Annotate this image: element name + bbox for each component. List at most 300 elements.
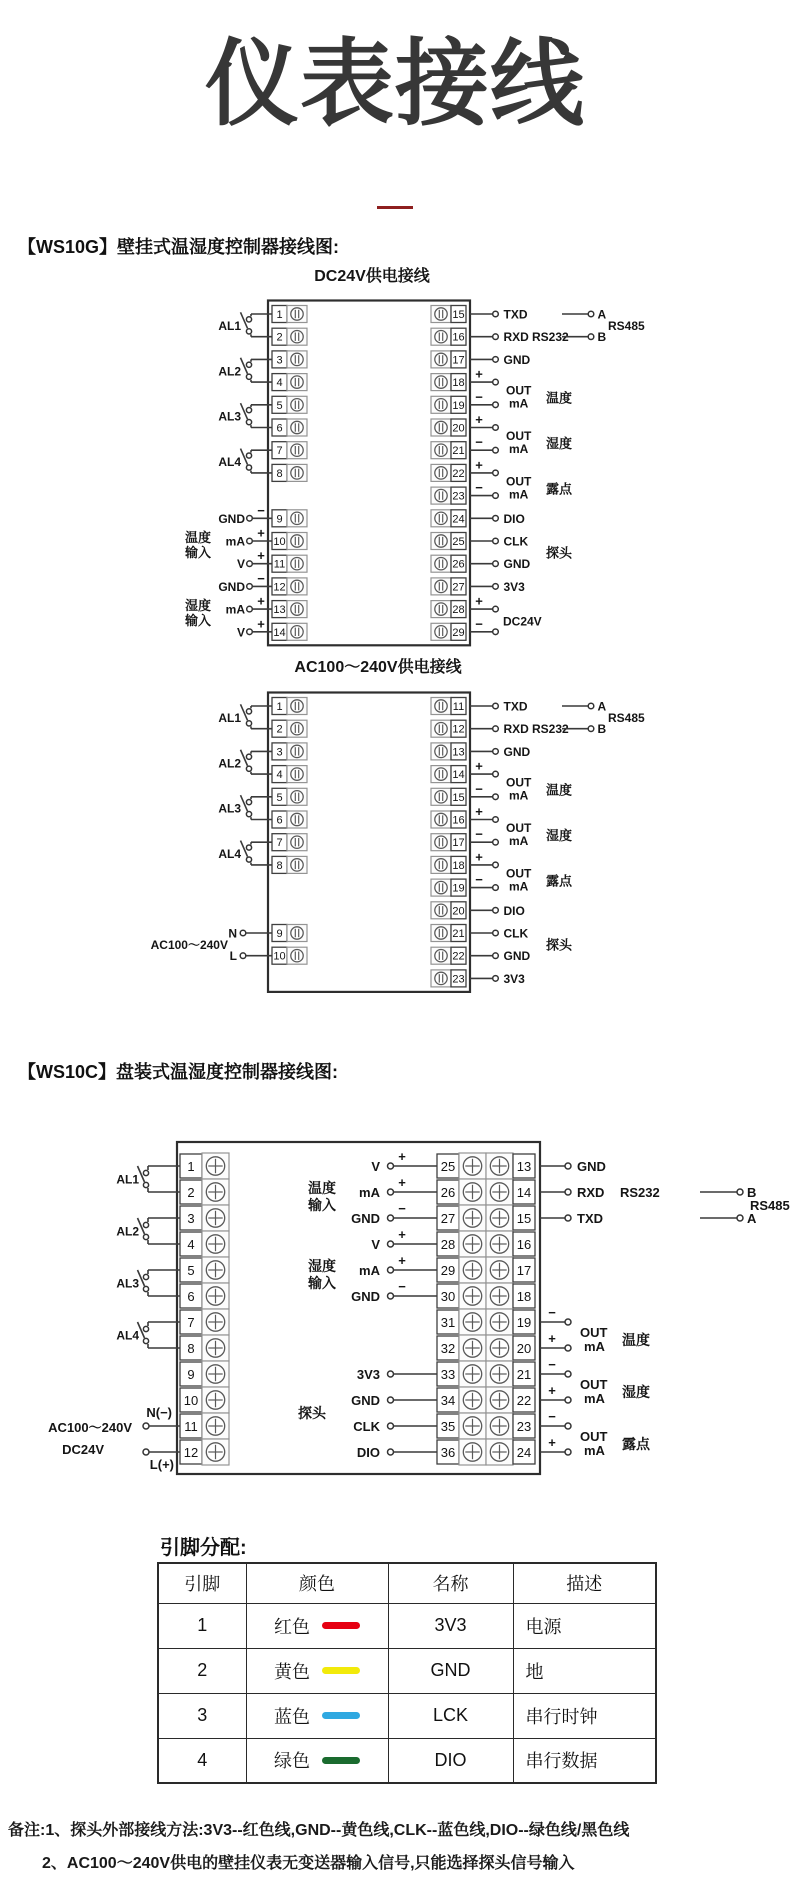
out-label: OUT bbox=[506, 866, 532, 881]
terminal-number: 30 bbox=[440, 1288, 456, 1304]
terminal-number: 5 bbox=[276, 399, 283, 412]
screw-icon bbox=[291, 626, 303, 638]
connection-point bbox=[493, 629, 499, 635]
polarity-sign: + bbox=[398, 1253, 406, 1268]
screw-icon bbox=[435, 603, 447, 615]
ma-label: mA bbox=[509, 879, 529, 894]
terminal-number: 20 bbox=[452, 905, 465, 918]
terminal-number: 7 bbox=[276, 837, 283, 850]
screw-icon bbox=[291, 603, 303, 615]
terminal-number: 13 bbox=[273, 604, 286, 617]
ma-label: mA bbox=[509, 487, 529, 502]
screw-icon bbox=[291, 376, 303, 388]
switch-contact bbox=[246, 408, 251, 413]
terminal-number: 11 bbox=[273, 558, 286, 571]
screw-icon bbox=[435, 535, 447, 547]
terminal-number: 2 bbox=[276, 723, 283, 736]
connection-point bbox=[493, 516, 499, 522]
signal-label: TXD bbox=[577, 1211, 603, 1226]
signal-label: V bbox=[236, 625, 245, 640]
switch-contact bbox=[246, 754, 251, 759]
terminal-number: 1 bbox=[187, 1158, 195, 1174]
terminal-number: 13 bbox=[516, 1158, 532, 1174]
signal-label: GND bbox=[503, 352, 531, 367]
terminal-number: 25 bbox=[452, 536, 465, 548]
connection-point bbox=[388, 1215, 394, 1221]
rs485-line-label: A bbox=[597, 307, 607, 322]
color-cell bbox=[246, 1738, 388, 1783]
alarm-label: AL4 bbox=[116, 1328, 139, 1343]
terminal-number: 34 bbox=[440, 1392, 456, 1408]
polarity-sign: + bbox=[257, 593, 265, 609]
signal-label: RXD bbox=[577, 1185, 605, 1200]
color-name: 蓝色 bbox=[274, 1706, 310, 1727]
terminal-number: 9 bbox=[276, 928, 283, 940]
rs485-line-label: A bbox=[747, 1211, 757, 1226]
connection-point bbox=[493, 703, 499, 709]
switch-contact bbox=[143, 1222, 148, 1227]
input-group-label: 温度 bbox=[184, 530, 212, 545]
switch-contact bbox=[246, 329, 251, 334]
connection-point bbox=[493, 425, 499, 431]
screw-icon bbox=[435, 353, 447, 365]
ma-label: mA bbox=[509, 396, 529, 411]
polarity-sign: − bbox=[475, 872, 483, 888]
connection-point bbox=[388, 1397, 394, 1403]
polarity-sign: + bbox=[257, 616, 265, 632]
signal-label: mA bbox=[359, 1263, 380, 1278]
connection-point bbox=[565, 1345, 571, 1351]
polarity-sign: + bbox=[548, 1383, 556, 1398]
connection-point bbox=[565, 1319, 571, 1325]
switch-contact bbox=[246, 420, 251, 425]
terminal-number: 10 bbox=[183, 1392, 199, 1408]
terminal-number: 6 bbox=[276, 814, 283, 827]
polarity-sign: + bbox=[548, 1331, 556, 1346]
connection-point bbox=[493, 538, 499, 544]
polarity-sign: + bbox=[475, 849, 483, 865]
signal-label: DIO bbox=[503, 903, 525, 918]
rs485-line-label: B bbox=[597, 722, 607, 737]
screw-icon bbox=[291, 558, 303, 570]
name-cell: 3V3 bbox=[388, 1603, 513, 1648]
input-group-label: 湿度 bbox=[308, 1258, 336, 1274]
out-label: OUT bbox=[580, 1325, 608, 1340]
col-header-color: 颜色 bbox=[246, 1563, 388, 1603]
terminal-number: 3 bbox=[276, 746, 283, 759]
screw-icon bbox=[291, 859, 303, 871]
signal-label: GND bbox=[218, 579, 245, 594]
pin-cell: 4 bbox=[158, 1738, 246, 1783]
terminal-number: 2 bbox=[187, 1184, 195, 1200]
switch-contact bbox=[246, 845, 251, 850]
connection-point bbox=[388, 1267, 394, 1273]
connection-point bbox=[493, 402, 499, 408]
table-row bbox=[158, 1648, 656, 1693]
diagram-ws10g-ac bbox=[0, 650, 790, 1005]
connection-point bbox=[565, 1371, 571, 1377]
terminal-number: 28 bbox=[440, 1236, 456, 1252]
connection-point bbox=[493, 606, 499, 612]
color-swatch bbox=[322, 1667, 360, 1674]
polarity-sign: − bbox=[398, 1279, 406, 1294]
polarity-sign: + bbox=[548, 1435, 556, 1450]
section-title-ws10c: 【WS10C】盘装式温湿度控制器接线图: bbox=[18, 1062, 339, 1082]
pin-cell: 2 bbox=[158, 1648, 246, 1693]
ma-label: mA bbox=[509, 788, 529, 803]
signal-label: 3V3 bbox=[503, 579, 525, 594]
terminal-number: 14 bbox=[452, 769, 465, 782]
switch-contact bbox=[246, 812, 251, 817]
polarity-sign: + bbox=[257, 548, 265, 564]
switch-contact bbox=[246, 465, 251, 470]
terminal-number: 28 bbox=[452, 604, 465, 617]
screw-icon bbox=[435, 444, 447, 456]
terminal-number: 21 bbox=[452, 928, 465, 940]
probe-label: 探头 bbox=[546, 545, 573, 561]
alarm-label: AL2 bbox=[218, 756, 241, 771]
connection-point bbox=[493, 334, 499, 340]
input-group-label: 输入 bbox=[184, 613, 212, 629]
signal-label: GND bbox=[218, 511, 245, 526]
terminal-number: 16 bbox=[452, 814, 465, 827]
connection-point bbox=[588, 311, 594, 317]
connection-point bbox=[240, 953, 246, 959]
switch-contact bbox=[246, 453, 251, 458]
output-group-label: 湿度 bbox=[622, 1384, 650, 1400]
alarm-label: AL3 bbox=[116, 1276, 139, 1291]
polarity-sign: + bbox=[257, 525, 265, 541]
signal-label: CLK bbox=[503, 534, 529, 549]
terminal-number: 4 bbox=[276, 377, 283, 390]
power-l-label: L(+) bbox=[149, 1457, 174, 1472]
connection-point bbox=[493, 311, 499, 317]
probe-label: 探头 bbox=[298, 1405, 326, 1421]
polarity-sign: − bbox=[257, 502, 265, 518]
signal-label: mA bbox=[225, 602, 245, 617]
screw-icon bbox=[435, 791, 447, 803]
alarm-label: AL3 bbox=[218, 801, 241, 816]
terminal-number: 10 bbox=[273, 950, 286, 963]
terminal-number: 31 bbox=[440, 1314, 456, 1330]
rs485-line-label: B bbox=[747, 1185, 757, 1200]
footnote-1: 备注:1、探头外部接线方法:3V3--红色线,GND--黄色线,CLK--蓝色线,DIO--绿色线/黑色线 bbox=[8, 1822, 630, 1839]
terminal-number: 3 bbox=[187, 1210, 195, 1226]
connection-point bbox=[588, 726, 594, 732]
connection-point bbox=[388, 1189, 394, 1195]
screw-icon bbox=[435, 331, 447, 343]
color-swatch bbox=[322, 1757, 360, 1764]
signal-label: GND bbox=[503, 557, 531, 572]
desc-cell: 串行时钟 bbox=[513, 1693, 656, 1738]
diagram-title: DC24V供电接线 bbox=[314, 268, 430, 285]
signal-label: GND bbox=[351, 1289, 380, 1304]
diagram-ws10g-dc24v bbox=[0, 255, 790, 655]
screw-icon bbox=[291, 353, 303, 365]
pin-assignment-table bbox=[157, 1562, 657, 1784]
rs232-label: RS232 bbox=[532, 722, 569, 737]
signal-label: GND bbox=[351, 1393, 380, 1408]
name-cell: DIO bbox=[388, 1738, 513, 1783]
polarity-sign: − bbox=[475, 434, 483, 450]
terminal-number: 6 bbox=[187, 1288, 195, 1304]
signal-label: RXD bbox=[503, 330, 529, 345]
out-label: OUT bbox=[506, 428, 532, 443]
power-l-label: L bbox=[229, 949, 237, 964]
polarity-sign: + bbox=[475, 593, 483, 609]
connection-point bbox=[493, 839, 499, 845]
terminal-number: 9 bbox=[187, 1366, 195, 1382]
terminal-number: 24 bbox=[452, 513, 465, 526]
input-group-label: 输入 bbox=[184, 545, 212, 560]
terminal-number: 16 bbox=[516, 1236, 532, 1252]
switch-contact bbox=[246, 317, 251, 322]
screw-icon bbox=[435, 700, 447, 712]
ma-label: mA bbox=[584, 1443, 605, 1458]
polarity-sign: − bbox=[475, 480, 483, 496]
connection-point bbox=[565, 1215, 571, 1221]
terminal-number: 19 bbox=[452, 399, 465, 412]
screw-icon bbox=[435, 558, 447, 570]
screw-icon bbox=[291, 723, 303, 735]
connection-point bbox=[493, 976, 499, 982]
screw-icon bbox=[291, 467, 303, 479]
screw-icon bbox=[291, 444, 303, 456]
screw-icon bbox=[435, 467, 447, 479]
screw-icon bbox=[435, 723, 447, 735]
ma-label: mA bbox=[509, 441, 529, 456]
output-group-label: 湿度 bbox=[546, 827, 573, 843]
connection-point bbox=[247, 584, 253, 590]
terminal-number: 12 bbox=[273, 581, 286, 594]
pin-cell: 3 bbox=[158, 1693, 246, 1738]
power-supply-label: DC24V bbox=[62, 1442, 104, 1457]
color-cell bbox=[246, 1648, 388, 1693]
screw-icon bbox=[435, 768, 447, 780]
output-group-label: 温度 bbox=[546, 390, 573, 406]
connection-point bbox=[143, 1423, 149, 1429]
signal-label: 3V3 bbox=[503, 971, 525, 986]
col-header-desc: 描述 bbox=[513, 1563, 656, 1603]
output-group-label: 露点 bbox=[546, 481, 573, 497]
signal-label: V bbox=[371, 1159, 380, 1174]
terminal-number: 27 bbox=[440, 1210, 456, 1226]
polarity-sign: − bbox=[475, 616, 483, 632]
connection-point bbox=[493, 726, 499, 732]
terminal-number: 26 bbox=[440, 1184, 456, 1200]
terminal-number: 14 bbox=[516, 1184, 532, 1200]
screw-icon bbox=[435, 950, 447, 962]
screw-icon bbox=[435, 308, 447, 320]
terminal-number: 10 bbox=[273, 536, 286, 548]
ma-label: mA bbox=[509, 833, 529, 848]
rs485-label: RS485 bbox=[608, 710, 645, 725]
out-label: OUT bbox=[580, 1429, 608, 1444]
signal-label: GND bbox=[351, 1211, 380, 1226]
connection-point bbox=[565, 1423, 571, 1429]
terminal-number: 15 bbox=[452, 309, 465, 321]
alarm-label: AL3 bbox=[218, 409, 241, 424]
color-name: 黄色 bbox=[274, 1661, 310, 1682]
color-cell bbox=[246, 1693, 388, 1738]
screw-icon bbox=[291, 745, 303, 757]
screw-icon bbox=[435, 813, 447, 825]
polarity-sign: + bbox=[475, 366, 483, 382]
terminal-number: 8 bbox=[276, 467, 283, 480]
terminal-number: 3 bbox=[276, 354, 283, 367]
connection-point bbox=[493, 771, 499, 777]
connection-point bbox=[588, 703, 594, 709]
desc-cell: 地 bbox=[513, 1648, 656, 1693]
terminal-number: 18 bbox=[452, 377, 465, 390]
screw-icon bbox=[291, 950, 303, 962]
alarm-label: AL4 bbox=[218, 455, 241, 470]
terminal-number: 22 bbox=[452, 467, 465, 480]
connection-point bbox=[493, 470, 499, 476]
connection-point bbox=[737, 1215, 743, 1221]
ma-label: mA bbox=[584, 1391, 605, 1406]
connection-point bbox=[737, 1189, 743, 1195]
out-label: OUT bbox=[506, 474, 532, 489]
screw-icon bbox=[435, 512, 447, 524]
terminal-number: 12 bbox=[183, 1444, 199, 1460]
terminal-number: 17 bbox=[516, 1262, 532, 1278]
connection-point bbox=[493, 794, 499, 800]
terminal-number: 22 bbox=[452, 950, 465, 963]
terminal-number: 11 bbox=[452, 701, 465, 713]
screw-icon bbox=[291, 768, 303, 780]
power-n-label: N(−) bbox=[146, 1405, 172, 1420]
switch-contact bbox=[143, 1338, 148, 1343]
polarity-sign: − bbox=[475, 781, 483, 797]
polarity-sign: + bbox=[475, 758, 483, 774]
out-label: OUT bbox=[506, 383, 532, 398]
connection-point bbox=[565, 1397, 571, 1403]
terminal-number: 11 bbox=[184, 1418, 198, 1434]
col-header-name: 名称 bbox=[388, 1563, 513, 1603]
terminal-number: 15 bbox=[516, 1210, 532, 1226]
terminal-number: 35 bbox=[440, 1418, 456, 1434]
screw-icon bbox=[291, 308, 303, 320]
screw-icon bbox=[435, 489, 447, 501]
connection-point bbox=[588, 334, 594, 340]
terminal-number: 9 bbox=[276, 513, 283, 526]
polarity-sign: + bbox=[475, 804, 483, 819]
terminal-number: 23 bbox=[452, 973, 465, 986]
signal-label: DIO bbox=[503, 511, 525, 526]
terminal-number: 26 bbox=[452, 558, 465, 571]
switch-contact bbox=[246, 709, 251, 714]
screw-icon bbox=[435, 904, 447, 916]
signal-label: CLK bbox=[503, 926, 529, 941]
screw-icon bbox=[435, 836, 447, 848]
terminal-number: 2 bbox=[276, 331, 283, 344]
terminal-number: 17 bbox=[452, 354, 465, 367]
switch-contact bbox=[246, 374, 251, 379]
power-supply-label: AC100～240V bbox=[48, 1420, 132, 1435]
power-supply-label: AC100～240V bbox=[150, 937, 228, 952]
connection-point bbox=[247, 538, 253, 544]
terminal-number: 20 bbox=[516, 1340, 532, 1356]
terminal-number: 17 bbox=[452, 837, 465, 850]
desc-cell: 串行数据 bbox=[513, 1738, 656, 1783]
screw-icon bbox=[291, 512, 303, 524]
terminal-number: 12 bbox=[452, 723, 465, 736]
connection-point bbox=[493, 885, 499, 891]
out-label: OUT bbox=[506, 775, 532, 790]
output-group-label: 露点 bbox=[622, 1436, 650, 1452]
desc-cell: 电源 bbox=[513, 1603, 656, 1648]
switch-contact bbox=[246, 800, 251, 805]
alarm-label: AL1 bbox=[218, 318, 241, 333]
terminal-number: 27 bbox=[452, 581, 465, 594]
connection-point bbox=[493, 862, 499, 868]
output-group-label: 露点 bbox=[546, 873, 573, 889]
terminal-number: 32 bbox=[440, 1340, 456, 1356]
terminal-number: 15 bbox=[452, 791, 465, 804]
switch-contact bbox=[143, 1234, 148, 1239]
terminal-number: 36 bbox=[440, 1444, 456, 1460]
terminal-number: 21 bbox=[452, 445, 465, 458]
signal-label: V bbox=[371, 1237, 380, 1252]
table-row bbox=[158, 1738, 656, 1783]
terminal-number: 5 bbox=[276, 791, 283, 804]
screw-icon bbox=[435, 399, 447, 411]
alarm-label: AL2 bbox=[116, 1224, 139, 1239]
signal-label: mA bbox=[359, 1185, 380, 1200]
screw-icon bbox=[291, 813, 303, 825]
connection-point bbox=[247, 561, 253, 567]
terminal-number: 4 bbox=[187, 1236, 195, 1252]
terminal-number: 1 bbox=[276, 309, 283, 321]
terminal-number: 25 bbox=[440, 1158, 456, 1174]
signal-label: mA bbox=[225, 534, 245, 549]
connection-point bbox=[493, 561, 499, 567]
out-label: OUT bbox=[580, 1377, 608, 1392]
screw-icon bbox=[435, 881, 447, 893]
terminal-number: 14 bbox=[273, 626, 286, 639]
polarity-sign: + bbox=[398, 1149, 406, 1164]
name-cell: LCK bbox=[388, 1693, 513, 1738]
name-cell: GND bbox=[388, 1648, 513, 1693]
output-group-label: 温度 bbox=[546, 782, 573, 798]
rs485-line-label: B bbox=[597, 330, 607, 345]
terminal-number: 18 bbox=[516, 1288, 532, 1304]
polarity-sign: − bbox=[548, 1305, 556, 1320]
page-title: 仪表接线 bbox=[204, 31, 585, 136]
connection-point bbox=[493, 379, 499, 385]
col-header-pin: 引脚 bbox=[158, 1563, 246, 1603]
connection-point bbox=[493, 493, 499, 499]
connection-point bbox=[493, 749, 499, 755]
screw-icon bbox=[291, 836, 303, 848]
terminal-number: 6 bbox=[276, 422, 283, 435]
title-accent-line bbox=[377, 206, 413, 209]
connection-point bbox=[565, 1189, 571, 1195]
signal-label: 3V3 bbox=[356, 1367, 380, 1382]
polarity-sign: − bbox=[475, 826, 483, 842]
screw-icon bbox=[291, 791, 303, 803]
output-group-label: 湿度 bbox=[546, 435, 573, 451]
terminal-number: 23 bbox=[516, 1418, 532, 1434]
connection-point bbox=[565, 1449, 571, 1455]
section-title-ws10g: 【WS10G】壁挂式温湿度控制器接线图: bbox=[18, 237, 340, 257]
table-header-row bbox=[158, 1563, 656, 1603]
alarm-label: AL1 bbox=[116, 1172, 139, 1187]
terminal-number: 5 bbox=[187, 1262, 195, 1278]
connection-point bbox=[388, 1371, 394, 1377]
terminal-number: 22 bbox=[516, 1392, 532, 1408]
